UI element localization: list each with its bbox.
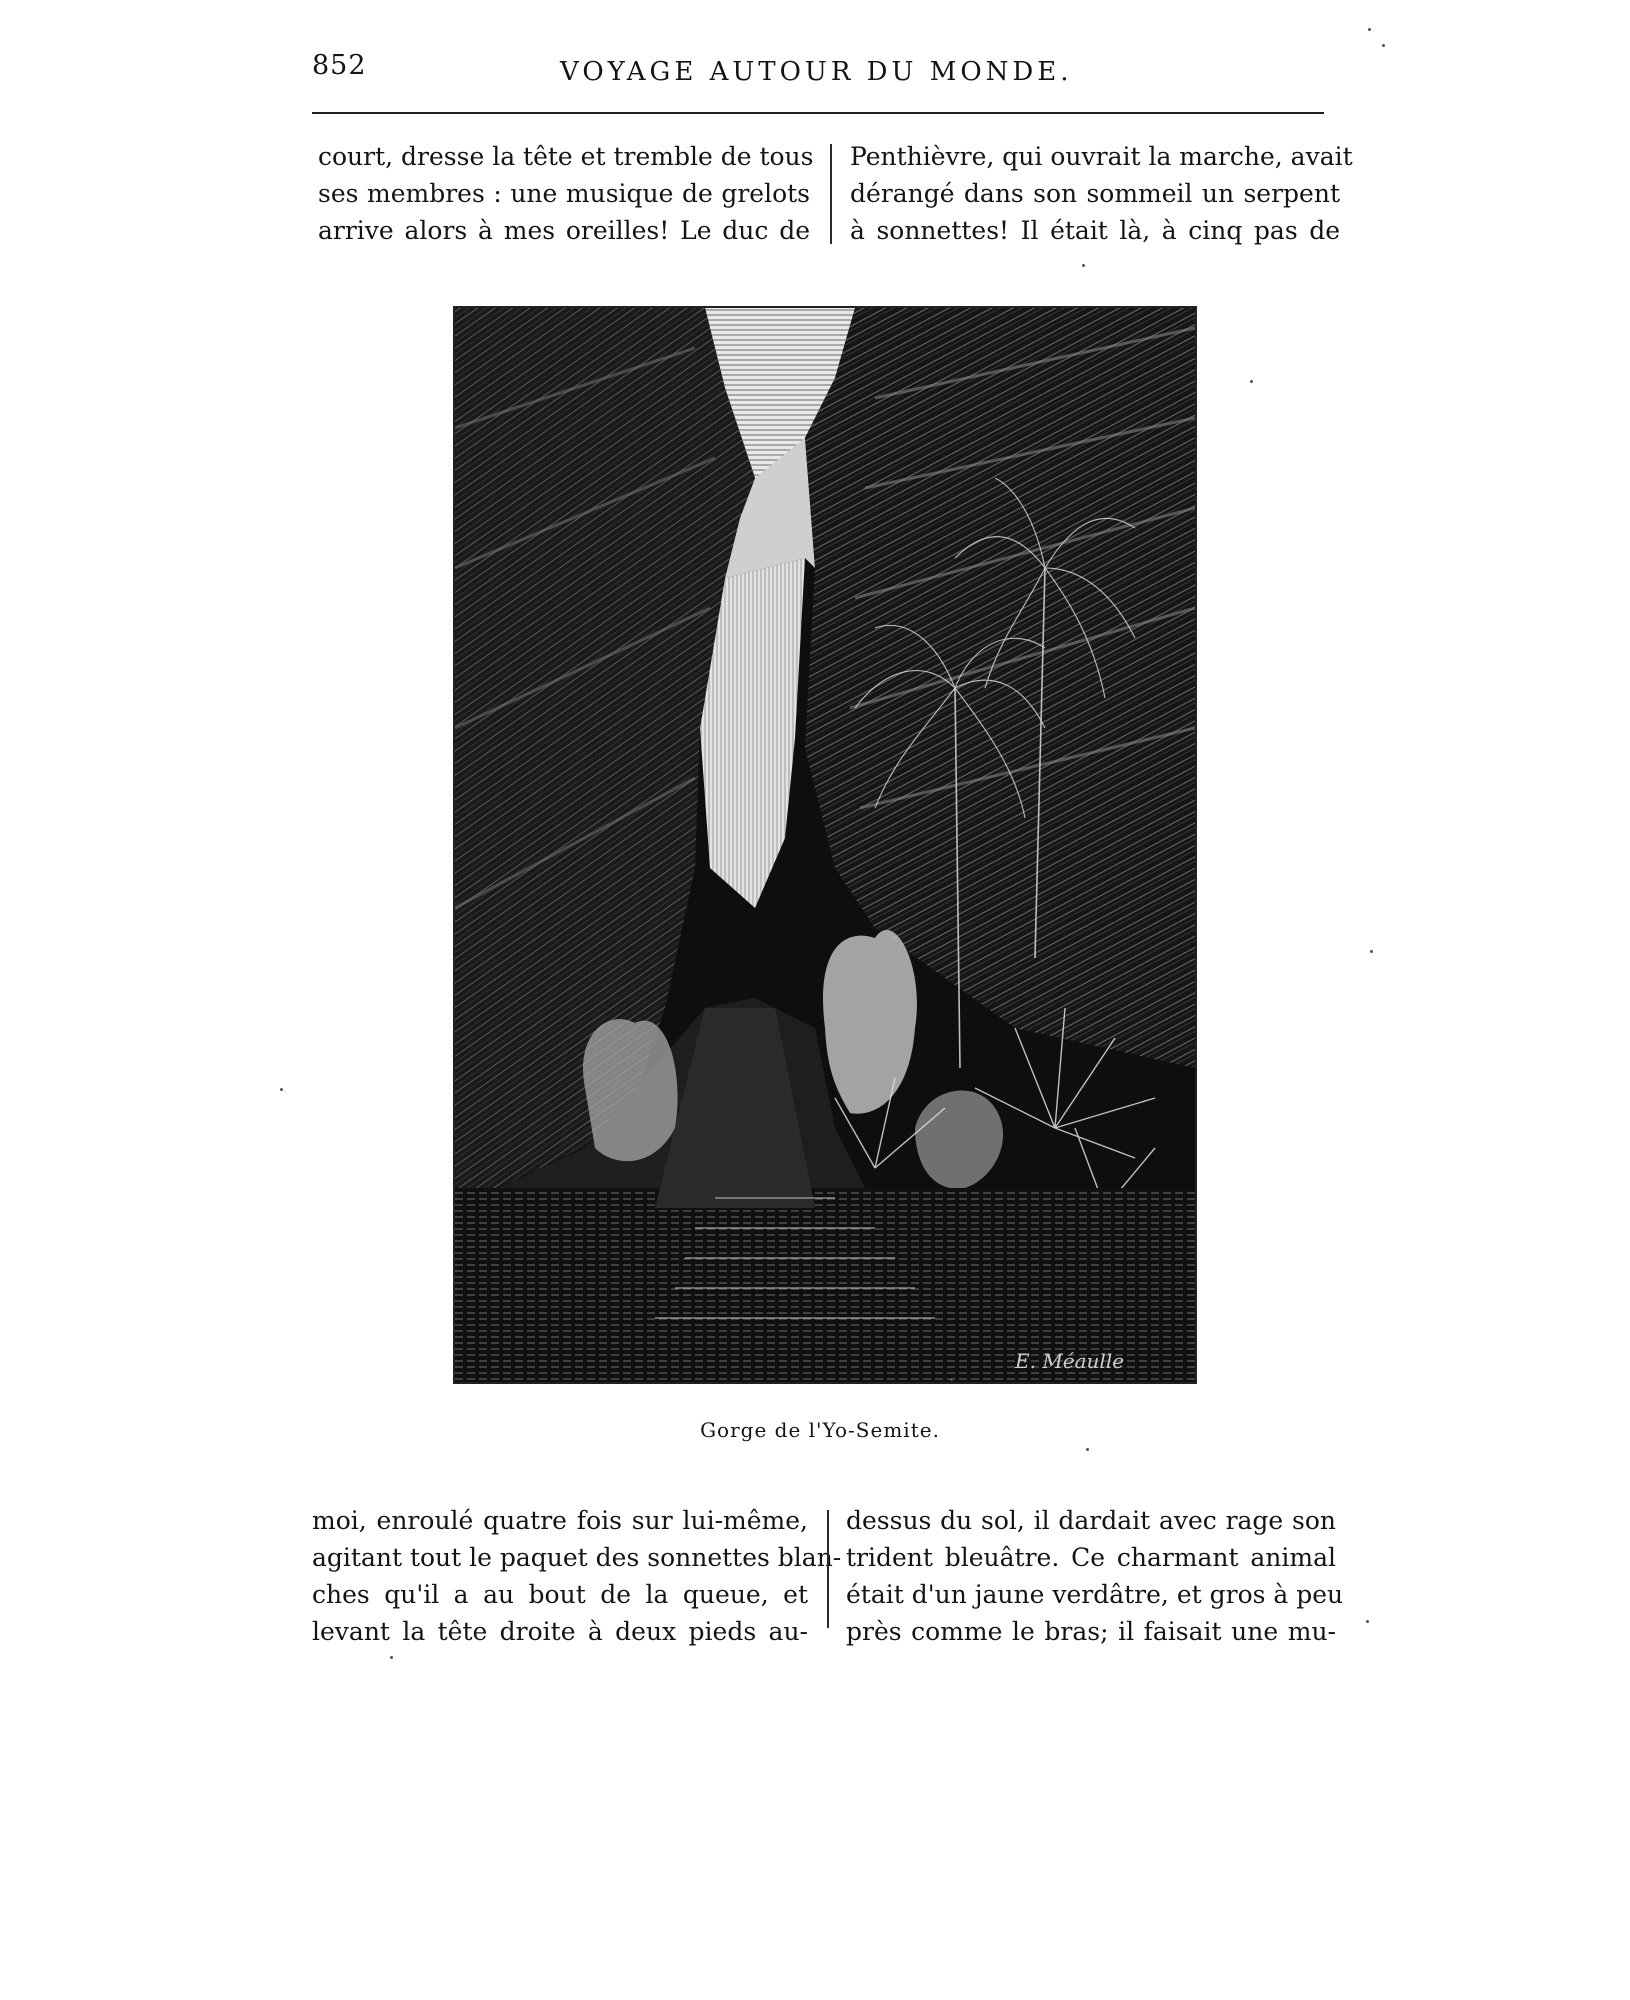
text-line: moi, enroulé quatre fois sur lui-même,: [312, 1506, 808, 1535]
top-left-column: [318, 138, 814, 249]
text-line: dérangé dans son sommeil un serpent: [850, 179, 1340, 208]
text-line: ses membres : une musique de grelots: [318, 179, 810, 208]
scan-speck: [1086, 1448, 1089, 1451]
text-line: dessus du sol, il dardait avec rage son: [846, 1506, 1336, 1535]
scan-speck: [1370, 950, 1373, 953]
bottom-left-column: [312, 1502, 842, 1650]
engraving-illustration: [453, 306, 1197, 1384]
text-line: court, dresse la tête et tremble de tous: [318, 142, 814, 171]
bottom-right-column: [846, 1502, 1344, 1650]
text-line: levant la tête droite à deux pieds au-: [312, 1617, 808, 1646]
scan-speck: [1382, 44, 1385, 47]
scan-speck: [950, 1378, 953, 1381]
text-line: agitant tout le paquet des sonnettes blan-: [312, 1543, 842, 1572]
engraver-signature: E. Méaulle: [1015, 1349, 1125, 1373]
text-line: trident bleuâtre. Ce charmant animal: [846, 1543, 1336, 1572]
top-right-column: [850, 138, 1353, 249]
text-line: près comme le bras; il faisait une mu-: [846, 1617, 1336, 1646]
scan-speck: [1082, 264, 1085, 267]
figure-caption: Gorge de l'Yo-Semite.: [700, 1418, 940, 1442]
header-rule: [312, 112, 1324, 114]
text-line: était d'un jaune verdâtre, et gros à peu: [846, 1580, 1344, 1609]
running-title: VOYAGE AUTOUR DU MONDE.: [560, 57, 1073, 87]
gorge-engraving: [455, 308, 1195, 1382]
scan-speck: [1366, 1620, 1369, 1623]
scan-speck: [1368, 28, 1371, 31]
page-number: 852: [312, 50, 367, 81]
text-line: à sonnettes! Il était là, à cinq pas de: [850, 216, 1340, 245]
column-divider: [827, 1510, 829, 1628]
scan-speck: [1250, 380, 1253, 383]
scan-speck: [280, 1088, 283, 1091]
scan-speck: [390, 1656, 393, 1659]
text-line: ches qu'il a au bout de la queue, et: [312, 1580, 808, 1609]
text-line: arrive alors à mes oreilles! Le duc de: [318, 216, 810, 245]
column-divider: [830, 144, 832, 244]
text-line: Penthièvre, qui ouvrait la marche, avait: [850, 142, 1353, 171]
